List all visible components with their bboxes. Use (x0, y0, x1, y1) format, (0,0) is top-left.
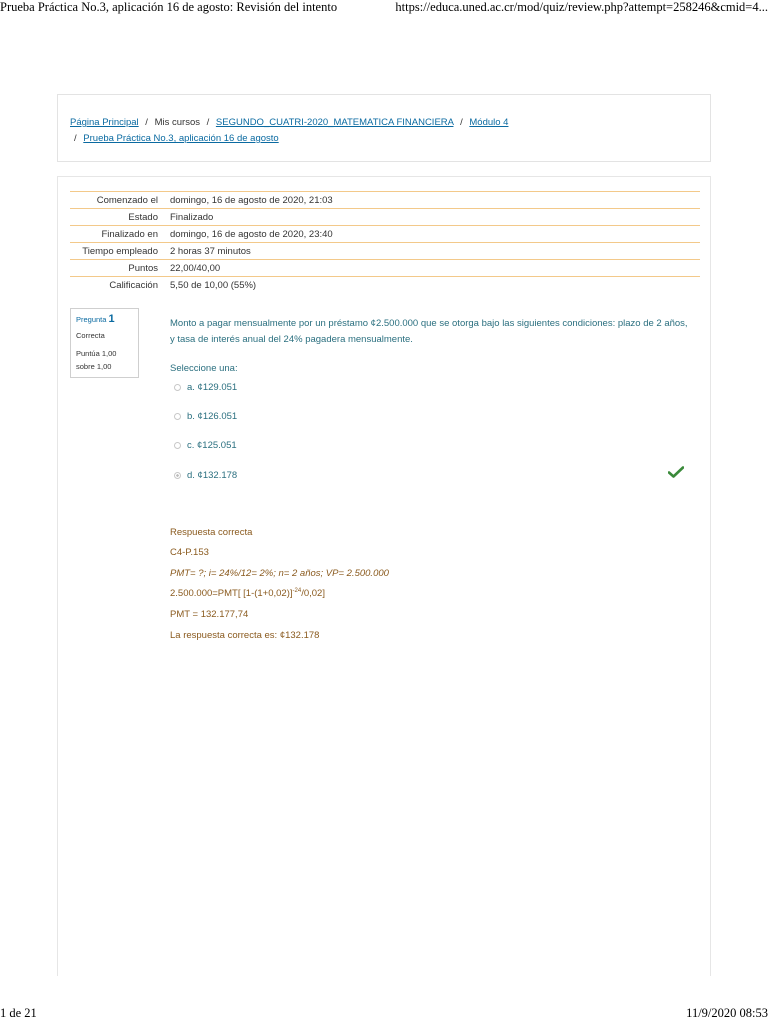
breadcrumb (57, 94, 711, 162)
feedback-final-answer: La respuesta correcta es: ¢132.178 (170, 630, 320, 641)
answer-label: b. ¢126.051 (187, 411, 238, 422)
summary-row (70, 260, 700, 277)
quiz-review-panel (57, 176, 711, 976)
question-text: Monto a pagar mensualmente por un préstamo ¢2.500.000 que se otorga bajo las siguientes condiciones: plazo de 2 años, y tasa de interés anual del 24% pagadera mensualmente. (170, 318, 688, 345)
summary-label: Finalizado en (70, 226, 164, 243)
question-number-value: 1 (108, 313, 115, 325)
question-grade (76, 347, 116, 373)
radio-button[interactable] (174, 384, 181, 391)
summary-label: Estado (70, 209, 164, 226)
print-header (0, 0, 768, 18)
feedback-result: PMT = 132.177,74 (170, 609, 249, 620)
print-footer (0, 1006, 768, 1024)
radio-button-selected[interactable] (174, 472, 181, 479)
formula-exponent: -24 (292, 588, 302, 594)
print-title: Prueba Práctica No.3, aplicación 16 de agosto: Revisión del intento (0, 0, 338, 14)
answer-option[interactable] (174, 470, 237, 481)
answer-label: c. ¢125.051 (187, 440, 237, 451)
feedback-heading: Respuesta correcta (170, 527, 253, 538)
summary-row (70, 226, 700, 243)
breadcrumb-quiz-link[interactable]: Prueba Práctica No.3, aplicación 16 de agosto (83, 133, 279, 144)
question-number (76, 313, 115, 325)
correct-check-icon (668, 466, 684, 478)
summary-value: 22,00/40,00 (164, 260, 700, 277)
feedback-givens: PMT= ?; i= 24%/12= 2%; n= 2 años; VP= 2.500.000 (170, 568, 389, 579)
feedback-reference: C4-P.153 (170, 547, 209, 558)
answer-prompt: Seleccione una: (170, 363, 238, 374)
print-url: https://educa.uned.ac.cr/mod/quiz/review.php?attempt=258246&cmid=4... (395, 0, 768, 14)
answer-label: a. ¢129.051 (187, 382, 238, 393)
breadcrumb-separator: / (460, 117, 463, 128)
answer-option[interactable] (174, 411, 237, 422)
answer-label: d. ¢132.178 (187, 470, 238, 481)
summary-value: Finalizado (164, 209, 700, 226)
print-date: 11/9/2020 08:53 (686, 1006, 768, 1020)
breadcrumb-module-link[interactable]: Módulo 4 (469, 117, 509, 128)
print-page-number: 1 de 21 (0, 1006, 37, 1020)
summary-value: 2 horas 37 minutos (164, 243, 700, 260)
summary-label: Comenzado el (70, 192, 164, 209)
question-grade-line: sobre 1,00 (76, 362, 112, 371)
radio-button[interactable] (174, 442, 181, 449)
breadcrumb-course-link[interactable]: SEGUNDO_CUATRI-2020_MATEMATICA FINANCIERA (215, 117, 454, 128)
answer-option[interactable] (174, 382, 237, 393)
formula-part: /0,02] (301, 588, 325, 600)
summary-row (70, 209, 700, 226)
summary-value: domingo, 16 de agosto de 2020, 23:40 (164, 226, 700, 243)
summary-value: domingo, 16 de agosto de 2020, 21:03 (164, 192, 700, 209)
breadcrumb-separator: / (145, 117, 148, 128)
attempt-summary-table (70, 191, 700, 294)
breadcrumb-separator: / (206, 117, 210, 128)
summary-value: 5,50 de 10,00 (55%) (164, 277, 700, 294)
summary-row (70, 243, 700, 260)
summary-label: Calificación (70, 277, 164, 294)
radio-button[interactable] (174, 413, 181, 420)
summary-label: Puntos (70, 260, 164, 277)
summary-label: Tiempo empleado (70, 243, 164, 260)
answer-option[interactable] (174, 440, 237, 451)
formula-part: 2.500.000=PMT[ [1-(1+0,02)] (170, 588, 293, 600)
question-label: Pregunta (76, 315, 107, 324)
breadcrumb-home-link[interactable]: Página Principal (70, 117, 139, 128)
summary-row (70, 277, 700, 294)
breadcrumb-my-courses: Mis cursos (154, 117, 200, 128)
question-state: Correcta (76, 331, 105, 340)
question-info-box (70, 308, 139, 378)
feedback-formula (170, 588, 325, 599)
breadcrumb-separator: / (74, 133, 77, 144)
summary-row (70, 192, 700, 209)
question-grade-line: Puntúa 1,00 (76, 349, 117, 358)
